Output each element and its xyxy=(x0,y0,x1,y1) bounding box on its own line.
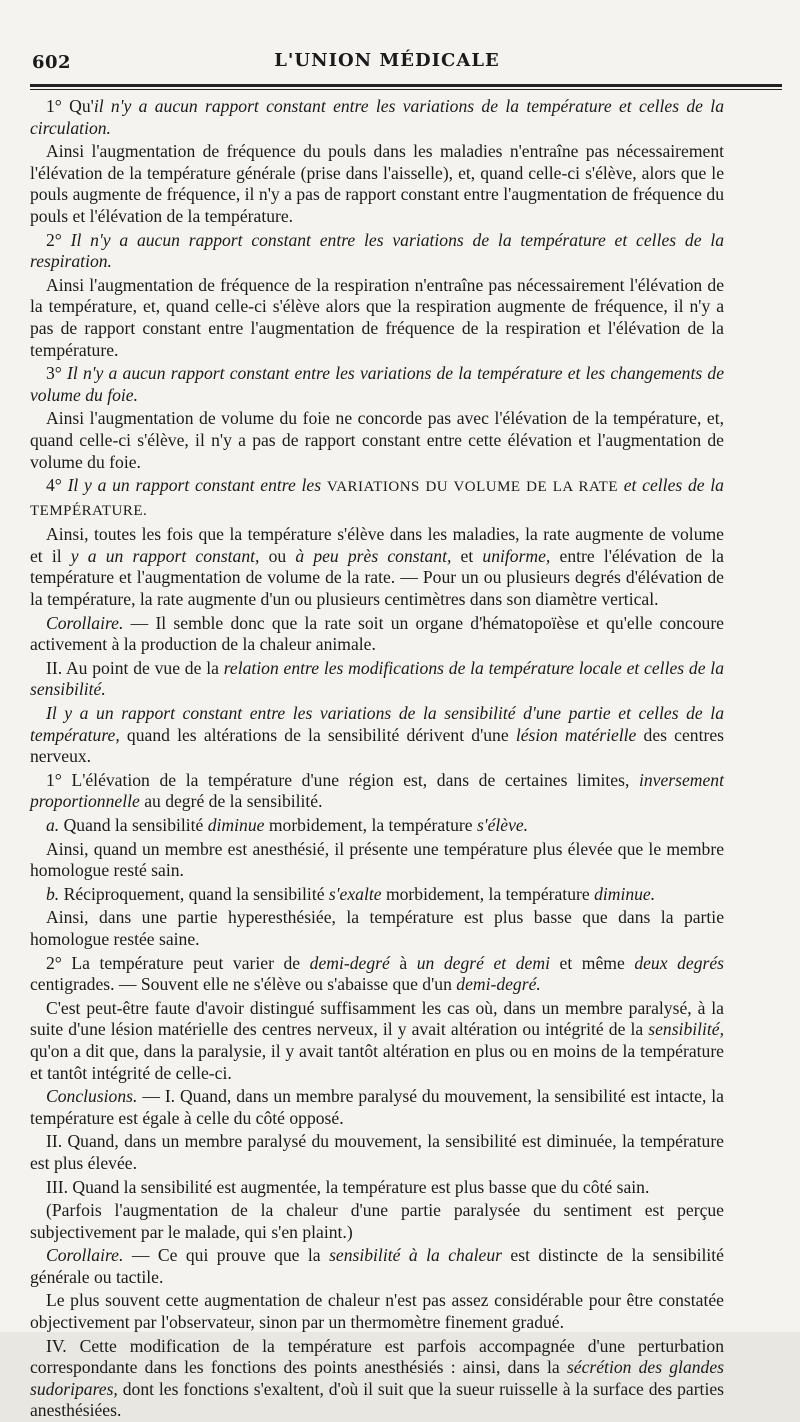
text-run: dont les fonctions s'exaltent, d'où il suit que la sueur ruisselle à la surface des parties anesthésiées. xyxy=(30,1378,724,1421)
text-run: 4° xyxy=(46,475,68,496)
paragraph xyxy=(30,884,724,906)
paragraph xyxy=(30,1200,724,1243)
text-run: Il y a un rapport constant entre les variations de la sensibilité d'une partie et celles de la température, xyxy=(30,703,724,745)
text-run: morbidement, la température xyxy=(381,883,595,904)
text-run: et celles de la xyxy=(618,475,724,496)
text-run: Ainsi, dans une partie hyperesthésiée, la température est plus basse que dans la partie homologue restée saine. xyxy=(30,907,724,949)
text-run: Conclusions. xyxy=(46,1086,138,1107)
text-run: demi-degré xyxy=(309,952,390,973)
text-run: ou xyxy=(259,545,296,566)
text-run: C'est peut-être faute d'avoir distingué suffisamment les cas où, dans un membre paralysé, à la suite d'une lésion matérielle des centres nerveux, il y avait altération ou intégrité de la xyxy=(30,997,724,1040)
paragraph xyxy=(30,815,724,837)
text-run: quand les altérations de la sensibilité dérivent d'une xyxy=(119,724,516,745)
text-run: s'exalte xyxy=(328,883,382,904)
paragraph xyxy=(30,770,724,813)
text-run: IV. Cette modification de la température est parfois accompagnée d'une perturbation correspondante dans les fonctions des points anesthésiés : ainsi, dans la xyxy=(30,1335,724,1378)
text-run: uniforme, xyxy=(482,545,551,566)
text-run: Il y a un rapport constant entre les xyxy=(67,475,327,496)
paragraph xyxy=(30,839,724,882)
paragraph xyxy=(30,1290,724,1333)
text-run: 1° L'élévation de la température d'une région est, dans de certaines limites, xyxy=(46,769,639,790)
paragraph xyxy=(30,363,724,406)
paragraph xyxy=(30,475,724,522)
text-run: diminue. xyxy=(594,883,656,904)
paragraph xyxy=(30,1131,724,1174)
text-run: — Ce qui prouve que la xyxy=(123,1245,330,1266)
text-run: Ainsi l'augmentation de volume du foie ne concorde pas avec l'élévation de la température, et, quand celle-ci s'élève, il n'y a pas de rapport constant entre cette élévation et l'augmentation de volume du foie. xyxy=(30,408,724,472)
paragraph xyxy=(30,1245,724,1288)
text-run: 1° Qu' xyxy=(46,96,94,116)
paragraph xyxy=(30,1177,724,1199)
text-run: Ainsi l'augmentation de fréquence de la respiration n'entraîne pas nécessairement l'élévation de la température, et, quand celle-ci s'élève alors que la respiration augmente de fréquence, il n'y a pas de rapport constant entre l'augmentation de fréquence de la respiration et l'élévation de la température. xyxy=(30,274,724,360)
text-run: demi-degré. xyxy=(456,974,541,995)
text-run: Corollaire. xyxy=(46,1245,124,1266)
text-run: inversement proportionnelle xyxy=(30,769,724,812)
text-run: un degré et demi xyxy=(416,952,550,973)
paragraph xyxy=(30,275,724,361)
article-body xyxy=(30,96,724,1422)
text-run: III. Quand la sensibilité est augmentée, la température est plus basse que du côté sain. xyxy=(46,1176,650,1197)
text-run: au degré de la sensibilité. xyxy=(139,791,323,812)
text-run: b. xyxy=(46,883,60,904)
text-run: à xyxy=(389,952,417,973)
text-run: Le plus souvent cette augmentation de chaleur n'est pas assez considérable pour être constatée objectivement par l'observateur, sinon par un thermomètre finement gradué. xyxy=(30,1290,724,1333)
text-run: VARIATIONS DU VOLUME DE LA RATE xyxy=(326,479,619,496)
text-run: est distincte de la sensibilité générale ou tactile. xyxy=(30,1245,724,1287)
page-header xyxy=(30,0,744,72)
paragraph xyxy=(30,96,724,139)
text-run: Réciproquement, quand la sensibilité xyxy=(59,883,329,904)
text-run: II. Quand, dans un membre paralysé du mouvement, la sensibilité est diminuée, la température est plus élevée. xyxy=(30,1131,724,1173)
text-run: sensibilité à la chaleur xyxy=(329,1245,502,1266)
text-run: il n'y a aucun rapport constant entre les variations de la température et celles de la circulation. xyxy=(30,96,724,138)
paragraph xyxy=(30,703,724,768)
text-run: Quand la sensibilité xyxy=(59,815,208,835)
text-run: (Parfois l'augmentation de la chaleur d'une partie paralysée du sentiment est perçue subjectivement par le malade, qui s'en plaint.) xyxy=(30,1200,724,1242)
text-run: Ainsi, toutes les fois que la température s'élève dans les maladies, la rate augmente de volume et il xyxy=(30,524,724,566)
text-run: qu'on a dit que, dans la paralysie, il y avait tantôt altération en plus ou en moins de la température et tantôt intégrité de celle-ci. xyxy=(30,1040,724,1083)
paragraph xyxy=(30,141,724,227)
paragraph xyxy=(30,408,724,473)
paragraph xyxy=(30,998,724,1084)
paragraph xyxy=(30,658,724,701)
text-run: 2° La température peut varier de xyxy=(46,952,310,973)
text-run: des centres nerveux. xyxy=(30,724,724,767)
text-run: sensibilité, xyxy=(648,1019,724,1040)
text-run: — Il semble donc que la rate soit un organe d'hématopoïèse et qu'elle concoure activement à la production de la chaleur animale. xyxy=(30,612,724,655)
text-run: — I. Quand, dans un membre paralysé du mouvement, la sensibilité est intacte, la température est égale à celle du côté opposé. xyxy=(30,1086,724,1128)
text-run: et xyxy=(451,545,483,566)
page-number: 602 xyxy=(32,52,72,73)
text-run: a. xyxy=(46,815,60,835)
paragraph xyxy=(30,1336,724,1422)
paragraph xyxy=(30,524,724,610)
text-run: sécrétion des glandes sudoripares, xyxy=(30,1357,724,1399)
text-run: entre l'élévation de la température et l'augmentation de volume de la rate. — Pour un ou plusieurs degrés d'élévation de la température, la rate augmente d'un ou plusieurs centimètres dans son diamètre vertical. xyxy=(30,545,724,610)
text-run: Il n'y a aucun rapport constant entre les variations de la température et celles de la respiration. xyxy=(30,229,724,272)
paragraph xyxy=(30,613,724,656)
text-run: Ainsi, quand un membre est anesthésié, il présente une température plus élevée que le membre homologue resté sain. xyxy=(30,838,724,881)
text-run: 2° xyxy=(46,229,71,250)
text-run: Ainsi l'augmentation de fréquence du pouls dans les maladies n'entraîne pas nécessairement l'élévation de la température générale (prise dans l'aisselle), et, quand celle-ci s'élève, alors que le pouls augmente de fréquence, il n'y a pas de rapport constant entre l'augmentation de fréquence du pouls et l'élévation de la température. xyxy=(30,141,724,226)
text-run: centigrades. — Souvent elle ne s'élève ou s'abaisse que d'un xyxy=(30,974,457,995)
text-run: II. Au point de vue de la xyxy=(46,657,224,678)
paragraph xyxy=(30,1086,724,1129)
running-title: L'UNION MÉDICALE xyxy=(274,50,500,71)
text-run: à peu près constant, xyxy=(295,545,452,566)
text-run: 3° xyxy=(46,363,68,384)
text-run: Il n'y a aucun rapport constant entre les variations de la température et les changements de volume du foie. xyxy=(30,363,724,405)
text-run: relation entre les modifications de la température locale et celles de la sensibilité. xyxy=(30,657,724,700)
text-run: y a un rapport constant, xyxy=(70,545,260,566)
text-run: lésion matérielle xyxy=(515,724,637,745)
paragraph xyxy=(30,230,724,273)
text-run: et même xyxy=(549,952,635,973)
text-run: diminue xyxy=(207,815,265,835)
text-run: Corollaire. xyxy=(46,612,124,633)
text-run: deux degrés xyxy=(634,952,725,973)
paragraph xyxy=(30,953,724,996)
text-run: morbidement, la température xyxy=(264,815,477,835)
text-run: s'élève. xyxy=(476,815,529,835)
header-rule xyxy=(30,84,782,90)
text-run: TEMPÉRATURE. xyxy=(30,502,148,519)
paragraph xyxy=(30,907,724,950)
